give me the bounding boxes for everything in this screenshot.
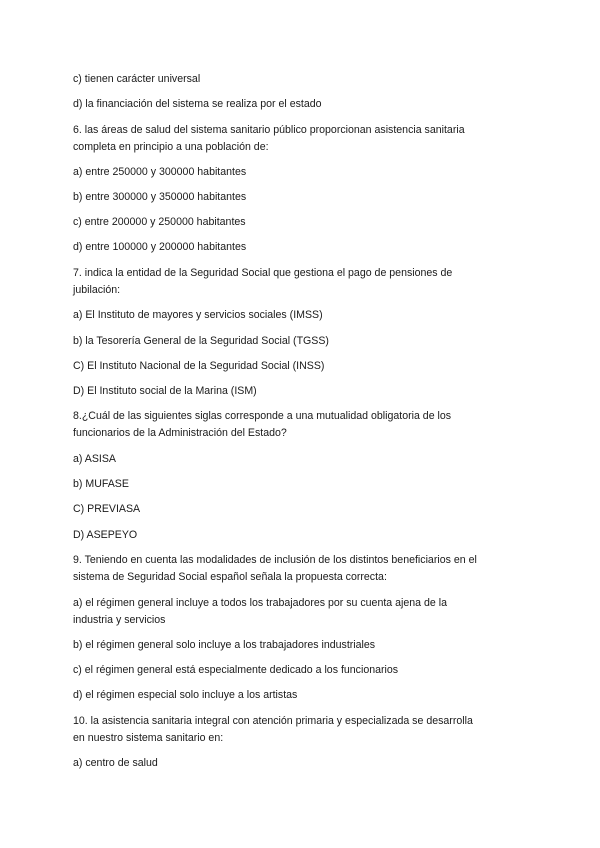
- option-line: a) entre 250000 y 300000 habitantes: [73, 166, 247, 178]
- text-line: d) la financiación del sistema se realiza por el estado: [73, 98, 322, 110]
- question-6: 6. las áreas de salud del sistema sanitario público proporcionan asistencia sanitaria: [73, 124, 465, 136]
- text-line: industria y servicios: [73, 614, 166, 626]
- option-line: C) PREVIASA: [73, 503, 141, 515]
- option-line: a) El Instituto de mayores y servicios sociales (IMSS): [73, 309, 323, 321]
- text-line: c) tienen carácter universal: [73, 73, 201, 85]
- text-line: completa en principio a una población de:: [73, 141, 269, 153]
- question-7: 7. indica la entidad de la Seguridad Social que gestiona el pago de pensiones de: [73, 267, 453, 279]
- option-line: D) El Instituto social de la Marina (ISM): [73, 385, 257, 397]
- text-line: sistema de Seguridad Social español señala la propuesta correcta:: [73, 571, 387, 583]
- question-8: 8.¿Cuál de las siguientes siglas corresponde a una mutualidad obligatoria de los: [73, 410, 452, 422]
- option-line: b) MUFASE: [73, 478, 129, 490]
- option-line: b) la Tesorería General de la Seguridad Social (TGSS): [73, 335, 329, 347]
- text-line: funcionarios de la Administración del Estado?: [73, 427, 287, 439]
- option-line: c) entre 200000 y 250000 habitantes: [73, 216, 246, 228]
- option-line: b) el régimen general solo incluye a los trabajadores industriales: [73, 639, 376, 651]
- option-line: D) ASEPEYO: [73, 529, 138, 541]
- text-line: jubilación:: [73, 284, 121, 296]
- option-line: C) El Instituto Nacional de la Seguridad Social (INSS): [73, 360, 325, 372]
- question-10: 10. la asistencia sanitaria integral con atención primaria y especializada se desarrolla: [73, 715, 473, 727]
- option-line: d) entre 100000 y 200000 habitantes: [73, 241, 247, 253]
- option-line: a) ASISA: [73, 453, 116, 465]
- option-line: d) el régimen especial solo incluye a los artistas: [73, 689, 298, 701]
- question-9: 9. Teniendo en cuenta las modalidades de inclusión de los distintos beneficiarios en el: [73, 554, 477, 566]
- option-line: b) entre 300000 y 350000 habitantes: [73, 191, 247, 203]
- option-line: c) el régimen general está especialmente dedicado a los funcionarios: [73, 664, 399, 676]
- option-line: a) centro de salud: [73, 757, 158, 769]
- text-line: en nuestro sistema sanitario en:: [73, 732, 224, 744]
- option-line: a) el régimen general incluye a todos los trabajadores por su cuenta ajena de la: [73, 597, 447, 609]
